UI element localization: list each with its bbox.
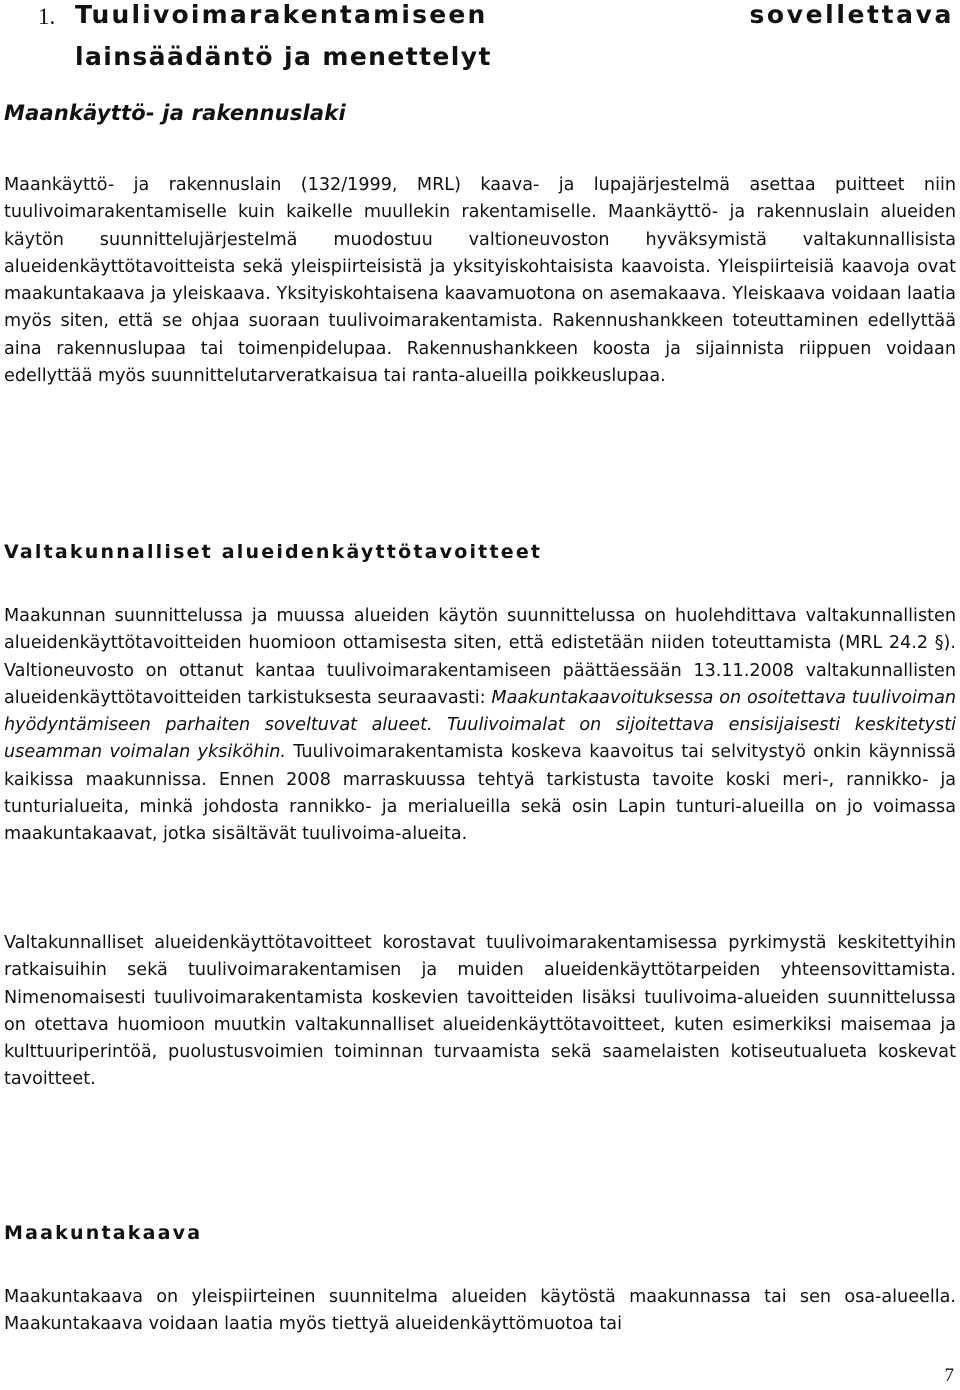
paragraph-valtakunnalliset-1-quote: Maakuntakaavoituksessa on osoitettava tuulivoiman hyödyntämiseen parhaiten soveltuvat alueet. Tuulivoimalat on sijoitettava ensisijaisesti keskitetysti useamman voimalan yksiköhin. (4, 687, 956, 763)
chapter-title-line1-left: Tuulivoimarakentamiseen (75, 0, 488, 29)
section-title-valtakunnalliset: Valtakunnalliset alueidenkäyttötavoitteet (4, 541, 543, 563)
chapter-number: 1. (38, 4, 56, 29)
chapter-title-line2: lainsäädäntö ja menettelyt (75, 42, 492, 71)
section-title-maankaytto: Maankäyttö- ja rakennuslaki (4, 101, 346, 125)
paragraph-valtakunnalliset-1-part-b: Tuulivoimarakentamista koskeva kaavoitus tai selvitystyö onkin käynnissä kaikissa maakunnissa. Ennen 2008 marraskuussa tehtyä tarkistusta tavoite koski meri-, rannikko- ja tunturialueita, minkä johdosta rannikko- ja merialueilla sekä osin Lapin tunturi-alueilla on jo voimassa maakuntakaavat, jotka sisältävät tuulivoima-alueita. (4, 742, 956, 845)
chapter-title-line1-right: sovellettava (749, 0, 954, 29)
paragraph-valtakunnalliset-2: Valtakunnalliset alueidenkäyttötavoitteet korostavat tuulivoimarakentamisessa pyrkimystä keskitettyihin ratkaisuihin sekä tuulivoimarakentamisen ja muiden alueidenkäyttötarpeiden yhteensovittamista. Nimenomaisesti tuulivoimarakentamista koskevien tavoitteiden lisäksi tuulivoima-alueiden suunnittelussa on otettava huomioon muutkin valtakunnalliset alueidenkäyttötavoitteet, kuten esimerkiksi maisemaa ja kulttuuriperintöä, puolustusvoimien toiminnan turvaamista sekä saamelaisten kotiseutualueta koskevat tavoitteet. (4, 933, 956, 1090)
paragraph-maankaytto: Maankäyttö- ja rakennuslain (132/1999, MRL) kaava- ja lupajärjestelmä asettaa puitteet niin tuulivoimarakentamiselle kuin kaikelle muullekin rakentamiselle. Maankäyttö- ja rakennuslain alueiden käytön suunnittelujärjestelmä muodostuu valtioneuvoston hyväksymistä valtakunnallisista alueidenkäyttötavoitteista sekä yleispiirteisistä ja yksityiskohtaisista kaavoista. Yleispiirteisiä kaavoja ovat maakuntakaava ja yleiskaava. Yksityiskohtaisena kaavamuotona on asemakaava. Yleiskaava voidaan laatia myös siten, että se ohjaa suoraan tuulivoimarakentamista. Rakennushankkeen toteuttaminen edellyttää aina rakennuslupaa tai toimenpidelupaa. Rakennushankkeen koosta ja sijainnista riippuen voidaan edellyttää myös suunnittelutarveratkaisua tai ranta-alueilla poikkeuslupaa. (4, 175, 956, 387)
paragraph-valtakunnalliset-1 (4, 603, 956, 849)
page-number: 7 (944, 1365, 954, 1386)
section-title-maakuntakaava: Maakuntakaava (4, 1222, 203, 1244)
paragraph-valtakunnalliset-1-part-a: Maakunnan suunnittelussa ja muussa alueiden käytön suunnittelussa on huolehdittava valtakunnallisten alueidenkäyttötavoitteiden huomioon ottamisesta siten, että edistetään niiden toteuttamista (MRL 24.2 §). Valtioneuvosto on ottanut kantaa tuulivoimarakentamiseen päättäessään 13.11.2008 valtakunnallisten alueidenkäyttötavoitteiden tarkistuksesta seuraavasti: (4, 606, 956, 708)
paragraph-maakuntakaava: Maakuntakaava on yleispiirteinen suunnitelma alueiden käytöstä maakunnassa tai sen osa-alueella. Maakuntakaava voidaan laatia myös tiettyä alueidenkäyttömuotoa tai (4, 1287, 956, 1335)
chapter-heading (0, 0, 960, 80)
